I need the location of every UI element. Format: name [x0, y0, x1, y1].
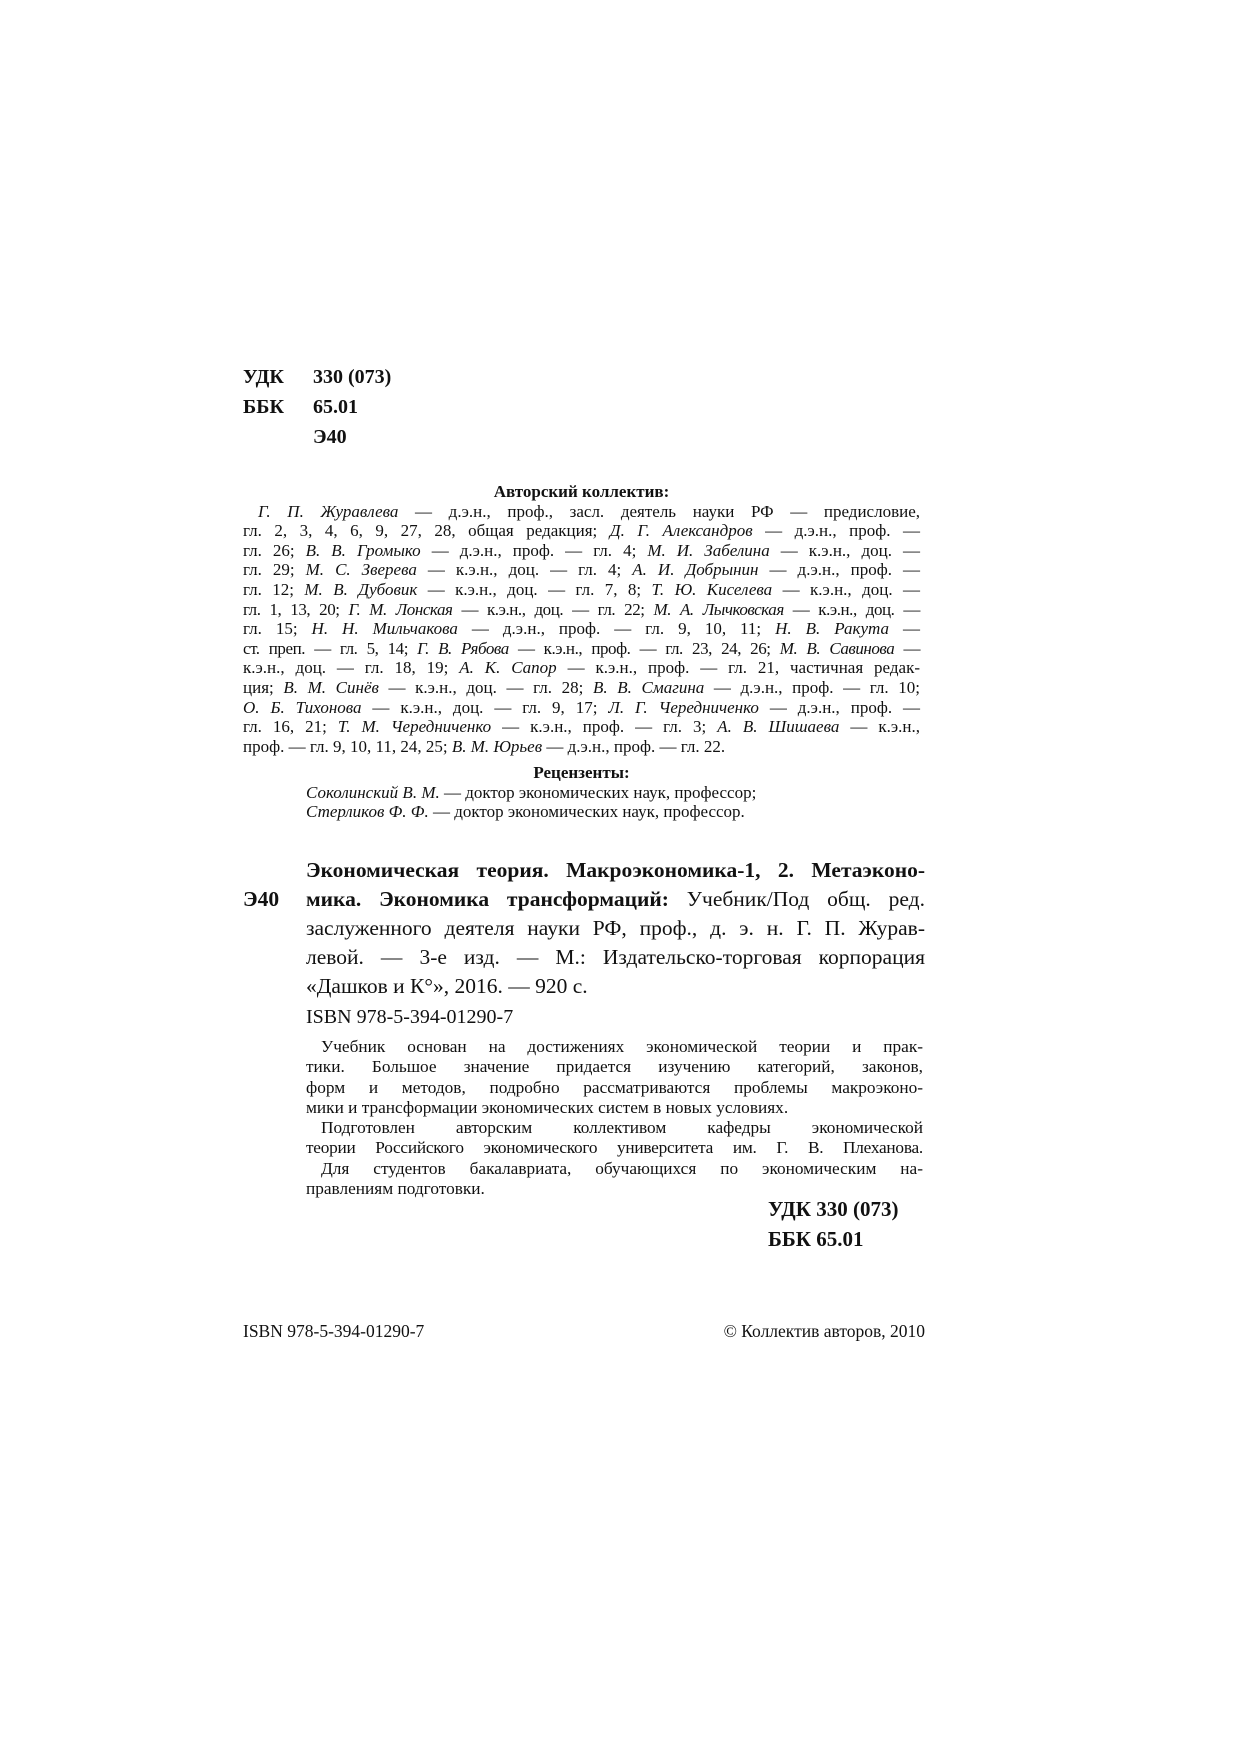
bbk-row [243, 392, 391, 422]
annotation-line: мики и трансформации экономических систем в новых условиях. [306, 1097, 789, 1117]
authors-heading: Авторский коллектив: [493, 482, 670, 501]
reviewer-item: Стерликов Ф. Ф. — доктор экономических наук, профессор. [306, 802, 745, 822]
footer-isbn: ISBN 978-5-394-01290-7 [243, 1321, 425, 1341]
record-line: заслуженного деятеля науки РФ, проф., д. э. н. Г. П. Журав- [306, 916, 925, 940]
author-sign: Э40 [313, 426, 347, 448]
authors-line: к.э.н., доц. — гл. 18, 19; А. К. Сапор — к.э.н., проф. — гл. 21, частичная редак- [243, 658, 920, 678]
record-body [306, 856, 925, 1001]
bibliographic-record [243, 856, 925, 1001]
record-line: левой. — 3-е изд. — М.: Издательско-торговая корпорация [306, 945, 925, 969]
annotation-line: Для студентов бакалавриата, обучающихся по экономическим на- [321, 1158, 923, 1178]
annotation-line: Учебник основан на достижениях экономической теории и прак- [321, 1037, 923, 1056]
author-sign-row [243, 422, 391, 452]
authors-line: гл. 16, 21; Т. М. Чередниченко — к.э.н., проф. — гл. 3; А. В. Шишаева — к.э.н., [243, 717, 921, 737]
classification-bottom [768, 1194, 898, 1254]
annotation-line: тики. Большое значение придается изучению категорий, законов, [306, 1057, 923, 1077]
record-author-sign: Э40 [243, 887, 280, 911]
reviewers-block [243, 763, 920, 822]
authors-line: гл. 29; М. С. Зверева — к.э.н., доц. — гл. 4; А. И. Добрынин — д.э.н., проф. — [243, 560, 921, 580]
udk-label: УДК [243, 366, 284, 388]
authors-line: гл. 15; Н. Н. Мильчакова — д.э.н., проф. — гл. 9, 10, 11; Н. В. Ракута — [243, 619, 920, 639]
annotation-block [306, 1037, 923, 1199]
authors-line: ст. преп. — гл. 5, 14; Г. В. Рябова — к.э.н., проф. — гл. 23, 24, 26; М. В. Савинова — [243, 638, 920, 658]
udk-bottom: УДК 330 (073) [768, 1197, 899, 1221]
authors-line: гл. 2, 3, 4, 6, 9, 27, 28, общая редакция; Д. Г. Александров — д.э.н., проф. — [243, 521, 921, 541]
annotation-line: Подготовлен авторским коллективом кафедры экономической [321, 1118, 923, 1138]
bbk-bottom: ББК 65.01 [768, 1227, 864, 1251]
classification-top [243, 362, 391, 452]
annotation-line: теории Российского экономического университета им. Г. В. Плеханова. [306, 1138, 923, 1158]
udk-value: 330 (073) [313, 366, 392, 388]
record-isbn: ISBN 978-5-394-01290-7 [306, 1006, 514, 1028]
authors-line: О. Б. Тихонова — к.э.н., доц. — гл. 9, 17; Л. Г. Чередниченко — д.э.н., проф. — [243, 697, 921, 717]
annotation-line: правлениям подготовки. [306, 1179, 485, 1199]
reviewer-item: Соколинский В. М. — доктор экономических наук, профессор; [306, 782, 757, 802]
authors-line: гл. 1, 13, 20; Г. М. Лонская — к.э.н., доц. — гл. 22; М. А. Лычковская — к.э.н., доц. — [243, 599, 920, 619]
authors-line: Г. П. Журавлева — д.э.н., проф., засл. деятель науки РФ — предисловие, [258, 501, 920, 521]
annotation-line: форм и методов, подробно рассматриваются проблемы макроэконо- [306, 1077, 923, 1097]
authors-line: гл. 26; В. В. Громыко — д.э.н., проф. — гл. 4; М. И. Забелина — к.э.н., доц. — [243, 540, 920, 560]
reviewers-heading: Рецензенты: [533, 763, 630, 782]
authors-block [243, 482, 920, 756]
udk-row [243, 362, 391, 392]
authors-line: проф. — гл. 9, 10, 11, 24, 25; В. М. Юрьев — д.э.н., проф. — гл. 22. [243, 736, 726, 756]
authors-line: гл. 12; М. В. Дубовик — к.э.н., доц. — гл. 7, 8; Т. Ю. Киселева — к.э.н., доц. — [243, 579, 920, 599]
record-line: Экономическая теория. Макроэкономика-1, 2. Метаэконо- [306, 858, 925, 882]
authors-line: ция; В. М. Синёв — к.э.н., доц. — гл. 28; В. В. Смагина — д.э.н., проф. — гл. 10; [243, 677, 920, 697]
bbk-label: ББК [243, 396, 284, 418]
record-line: «Дашков и К°», 2016. — 920 с. [306, 974, 588, 998]
record-line: мика. Экономика трансформаций: Учебник/Под общ. ред. [306, 887, 925, 911]
footer-copyright: © Коллектив авторов, 2010 [723, 1321, 925, 1341]
bbk-value: 65.01 [313, 396, 358, 418]
